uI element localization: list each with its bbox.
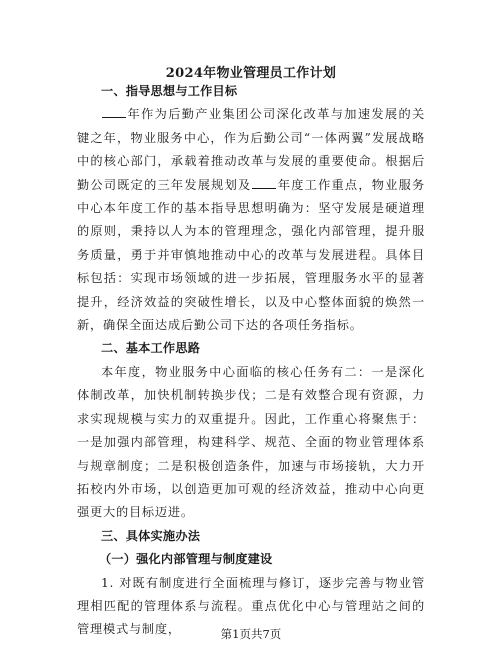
section-1-text-a: 年作为后勤产业集团公司深化改革与加速发展的关键之年，物业服务中心，作为后勤公司“一体两翼”发展战略中的核心部门，承载着推动改革与发展的重要使命。根据后勤公司既定的三年发展规划及 [77, 107, 425, 192]
item-1-paragraph: 1. 对既有制度进行全面梳理与修订，逐步完善与物业管理相匹配的管理体系与流程。重点优化中心与管理站之间的管理模式与制度， [77, 575, 425, 637]
section-2-paragraph: 本年度，物业服务中心面临的核心任务有二：一是深化体制改革，加快机制转换步伐；二是有效整合现有资源，力求实现规模与实力的双重提升。因此，工作重心将聚焦于：一是加强内部管理，构建科学、规范、全面的物业管理体系与规章制度；二是积极创造条件，加速与市场接轨，大力开拓校内外市场，以创造更加可观的经济效益，推动中心向更强更大的目标迈进。 [77, 364, 425, 520]
section-1-text-b: 年度工作重点，物业服务中心本年度工作的基本指导思想明确为：坚守发展是硬道理的原则，秉持以人为本的管理理念，强化内部管理，提升服务质量，勇于并审慎地推动中心的改革与发展进程。具体目标包括：实现市场领域的进一步拓展，管理服务水平的显著提升，经济效益的突破性增长，以及中心整体面貌的焕然一新，确保全面达成后勤公司下达的各项任务指标。 [77, 177, 425, 333]
page-number: 第1页共7页 [220, 627, 282, 641]
fill-blank-year-2 [252, 176, 276, 189]
section-heading-2: 二、基本工作思路 [101, 341, 201, 356]
fill-blank-year [102, 105, 126, 118]
subsection-heading-1: （一）强化内部管理与制度建设 [99, 552, 273, 567]
section-heading-3: 三、具体实施办法 [101, 528, 201, 543]
document-title: 2024年物业管理员工作计划 [165, 66, 337, 81]
section-heading-1: 一、指导思想与工作目标 [101, 84, 238, 98]
document-body [77, 80, 425, 642]
section-1-paragraph [77, 103, 425, 337]
